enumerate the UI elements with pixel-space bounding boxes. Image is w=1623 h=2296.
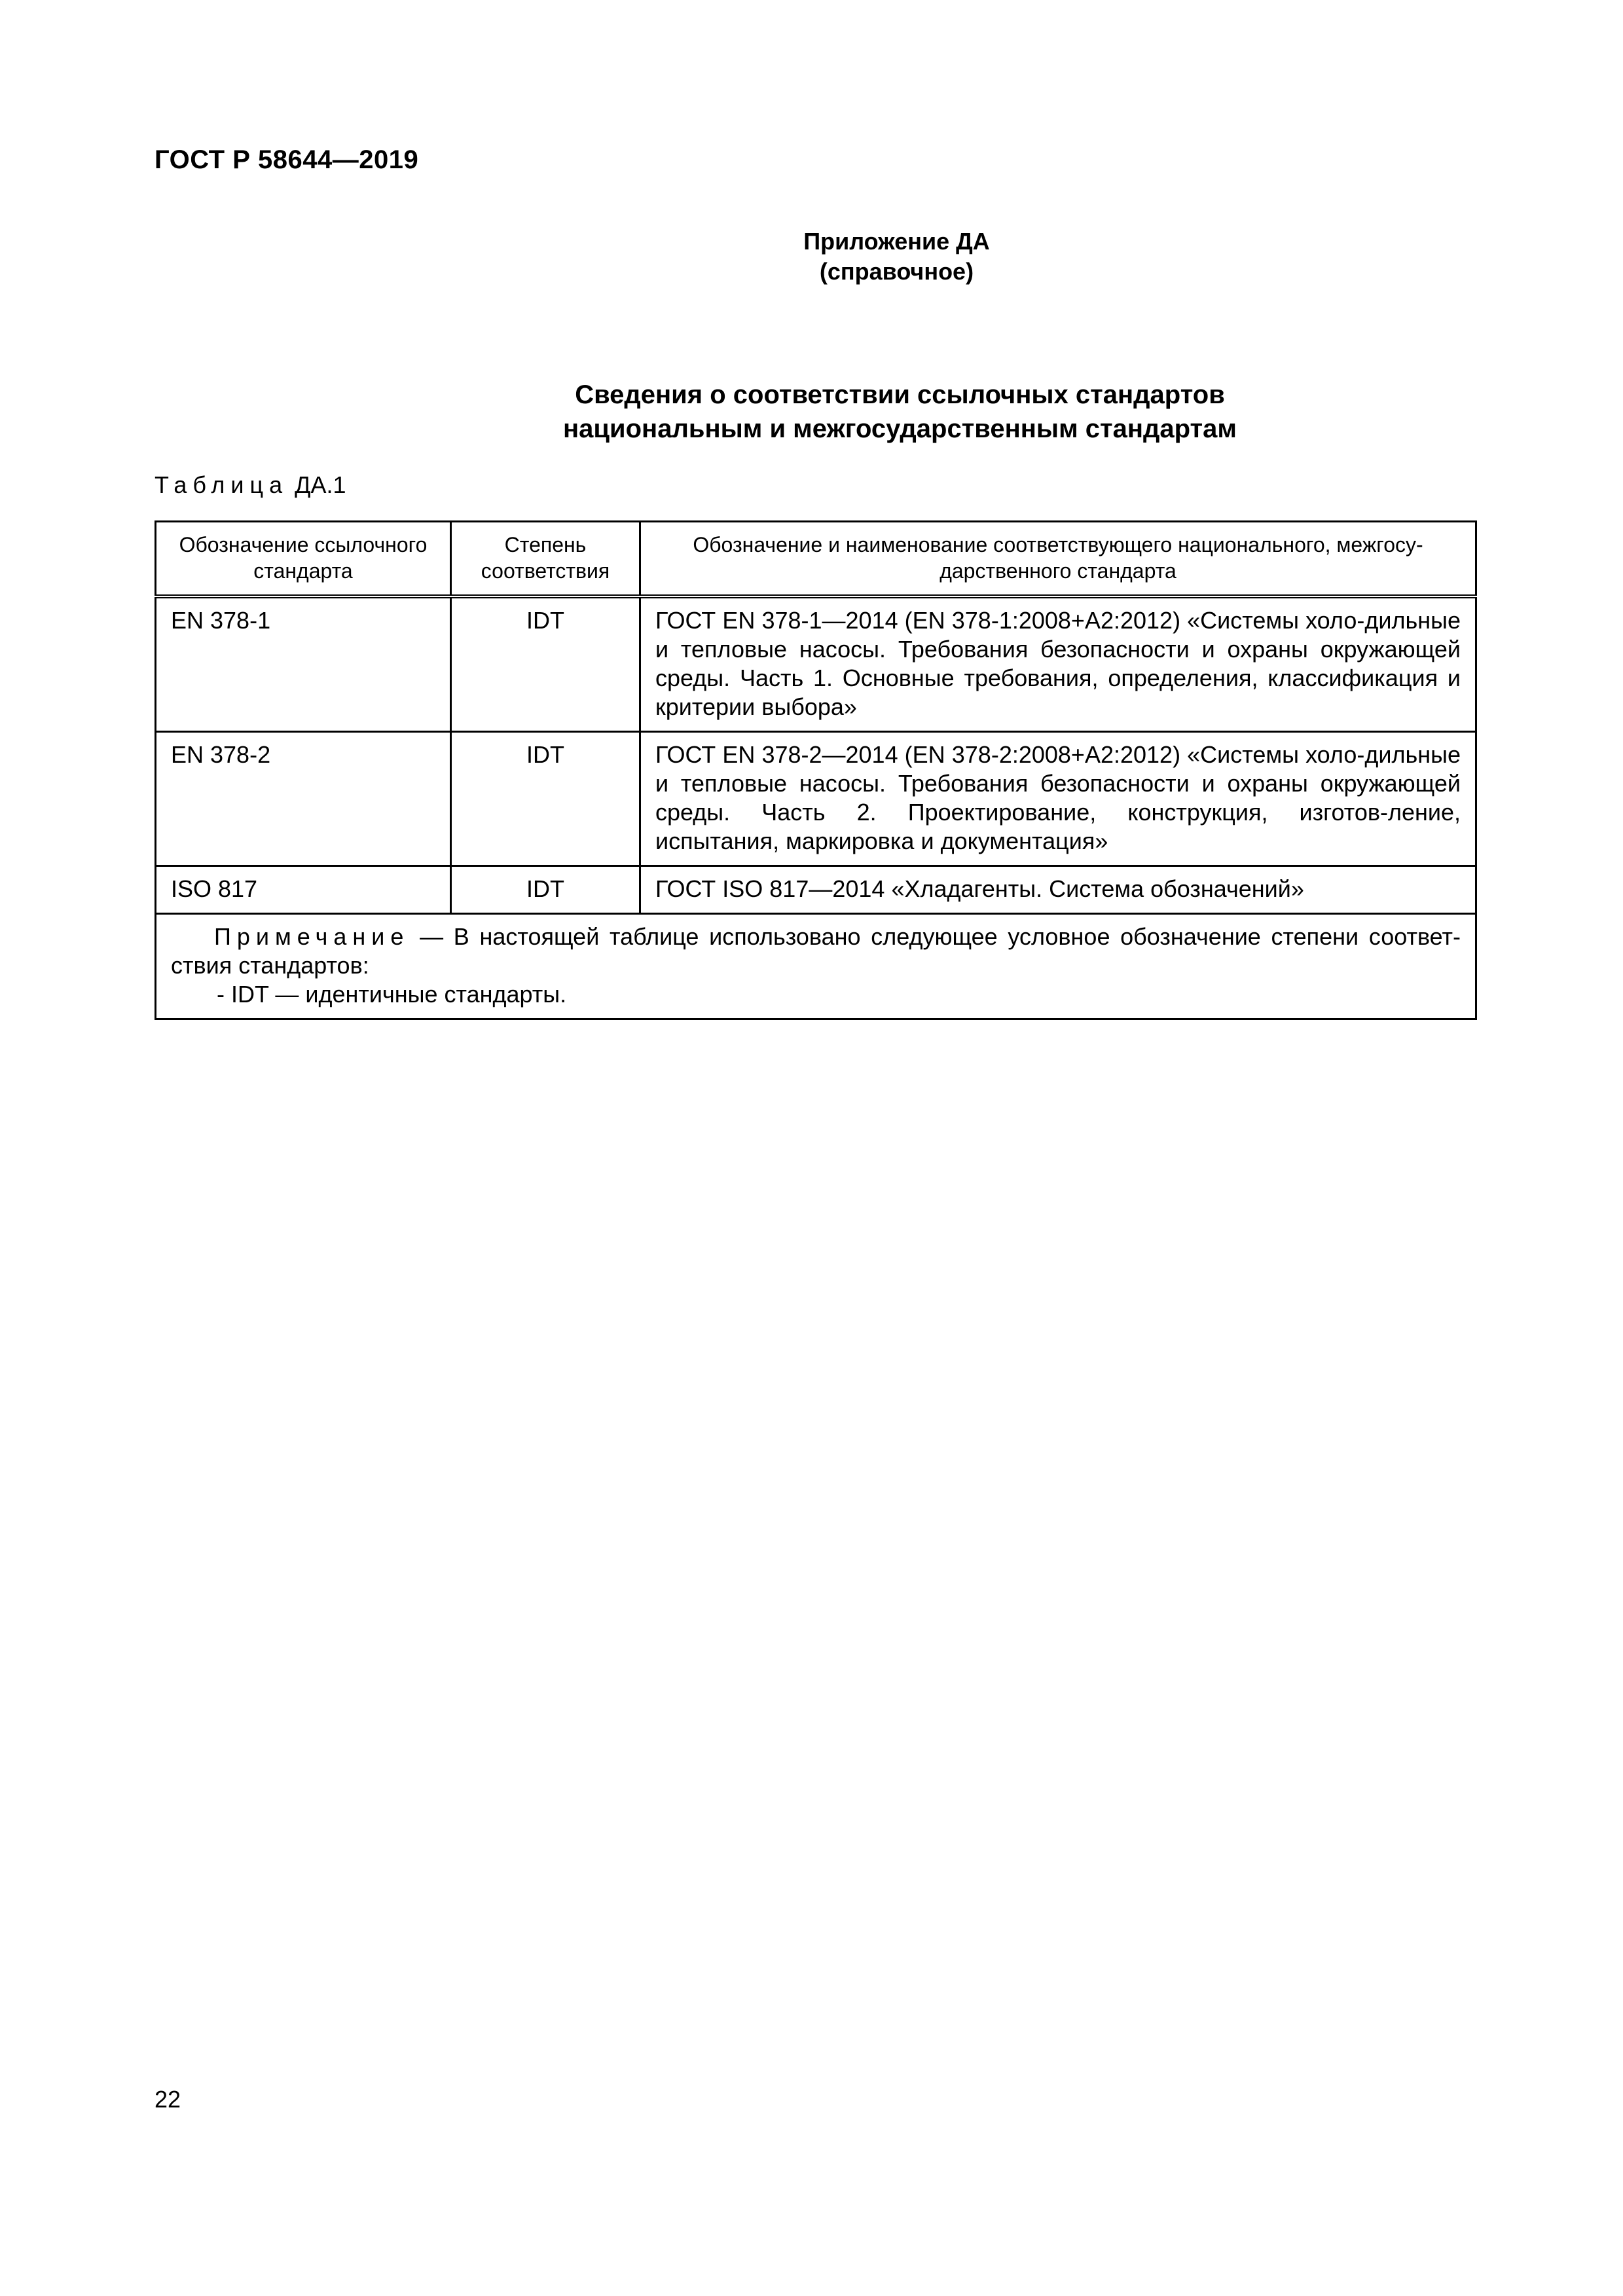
cell-national-standard: ГОСТ ISO 817—2014 «Хладагенты. Система обозначений»	[640, 866, 1476, 914]
appendix-heading	[0, 227, 1623, 287]
reference-standards-table	[155, 520, 1477, 1020]
note-label: Примечание	[214, 923, 410, 950]
table-note-row	[156, 914, 1476, 1019]
appendix-subtitle: (справочное)	[819, 258, 974, 285]
table-caption-word: Таблица	[155, 471, 289, 498]
table-row	[156, 732, 1476, 866]
header-reference-standard: Обозначение ссылочного стандарта	[156, 522, 451, 597]
page-number: 22	[155, 2086, 181, 2113]
document-code: ГОСТ Р 58644—2019	[155, 145, 419, 174]
note-body: — В настоящей таблице использовано следующее условное обозначение степени соответ-ствия стандартов:	[171, 923, 1461, 979]
cell-degree: IDT	[451, 732, 640, 866]
cell-national-standard: ГОСТ EN 378-2—2014 (EN 378-2:2008+A2:2012) «Системы холо-дильные и тепловые насосы. Требования безопасности и охраны окружающей среды. Часть 2. Проектирование, конструкция, изготов-ление, испытания, маркировка и документация»	[640, 732, 1476, 866]
header-national-standard: Обозначение и наименование соответствующего национального, межгосу-дарственного стандарта	[640, 522, 1476, 597]
table-row	[156, 596, 1476, 732]
appendix-title: Приложение ДА	[803, 228, 990, 255]
table-header-row	[156, 522, 1476, 597]
table-caption-number: ДА.1	[295, 471, 346, 498]
cell-degree: IDT	[451, 596, 640, 732]
cell-degree: IDT	[451, 866, 640, 914]
cell-national-standard: ГОСТ EN 378-1—2014 (EN 378-1:2008+A2:2012) «Системы холо-дильные и тепловые насосы. Требования безопасности и охраны окружающей среды. Часть 1. Основные требования, определения, классификация и критерии выбора»	[640, 596, 1476, 732]
table-note	[156, 914, 1476, 1019]
note-list-item: - IDT — идентичные стандарты.	[217, 981, 567, 1008]
cell-reference-standard: EN 378-1	[156, 596, 451, 732]
note-text	[171, 922, 1461, 980]
cell-reference-standard: ISO 817	[156, 866, 451, 914]
header-degree-of-correspondence: Степень соответствия	[451, 522, 640, 597]
section-title	[0, 378, 1623, 446]
cell-reference-standard: EN 378-2	[156, 732, 451, 866]
section-title-line-2: национальным и межгосударственным стандартам	[563, 414, 1237, 443]
table-row	[156, 866, 1476, 914]
section-title-line-1: Сведения о соответствии ссылочных стандартов	[575, 380, 1225, 409]
table-caption	[155, 471, 346, 499]
